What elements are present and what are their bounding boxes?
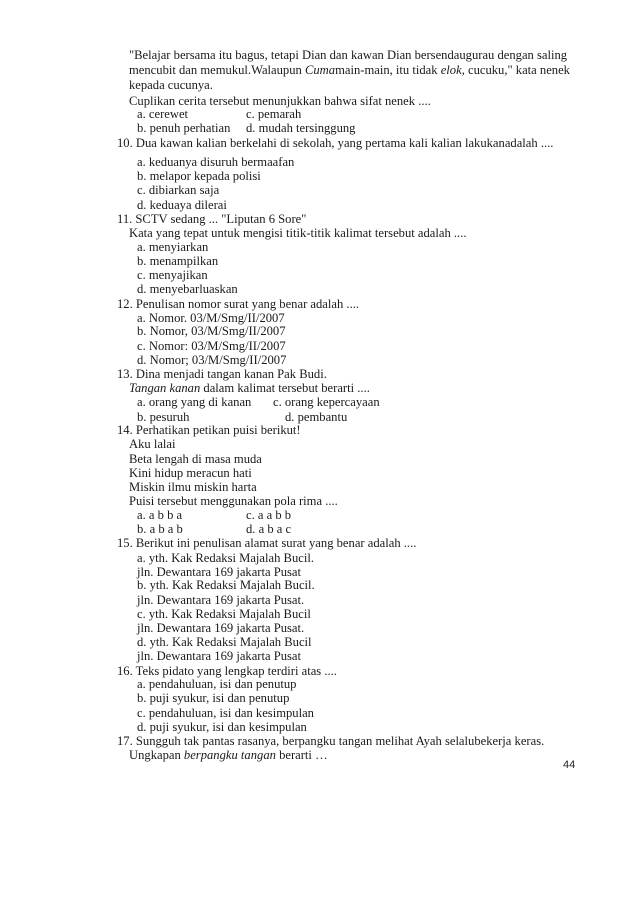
q11-option-d: d. menyebarluaskan <box>137 282 238 297</box>
q9-option-d: d. mudah tersinggung <box>246 121 356 136</box>
q11-option-b: b. menampilkan <box>137 253 219 268</box>
q14-poem-line-1: Aku lalai <box>129 437 176 452</box>
q14-option-c: c. a a b b <box>246 507 292 522</box>
q13-option-c: c. orang kepercayaan <box>273 395 380 409</box>
page-number: 44 <box>563 759 576 771</box>
q10-option-d: d. keduaya dilerai <box>137 197 227 212</box>
q14-option-a: a. a b b a <box>137 507 183 522</box>
q12-option-a: a. Nomor. 03/M/Smg/II/2007 <box>137 310 285 325</box>
q10-option-b: b. melapor kepada polisi <box>137 169 261 184</box>
q16-option-a: a. pendahuluan, isi dan penutup <box>137 677 297 692</box>
q17-sub: Ungkapan berpangku tangan berarti … <box>129 748 328 762</box>
q16-stem: 16. Teks pidato yang lengkap terdiri atas .... <box>117 663 337 678</box>
q12-option-b: b. Nomor, 03/M/Smg/II/2007 <box>137 324 286 339</box>
q16-option-d: d. puji syukur, isi dan kesimpulan <box>137 719 307 734</box>
q15-option-d: d. yth. Kak Redaksi Majalah Bucil <box>137 635 312 650</box>
q14-poem-line-2: Beta lengah di masa muda <box>129 451 262 466</box>
q10-option-c: c. dibiarkan saja <box>137 183 220 198</box>
q17-stem: 17. Sungguh tak pantas rasanya, berpangku tangan melihat Ayah selalubekerja keras. <box>117 734 545 749</box>
q15-option-a: a. yth. Kak Redaksi Majalah Bucil. <box>137 550 314 565</box>
q16-option-c: c. pendahuluan, isi dan kesimpulan <box>137 705 314 720</box>
q15-option-c: c. yth. Kak Redaksi Majalah Bucil <box>137 606 311 621</box>
q13-stem: 13. Dina menjadi tangan kanan Pak Budi. <box>117 366 327 381</box>
q14-poem-line-3: Kini hidup meracun hati <box>129 465 252 480</box>
q11-stem: 11. SCTV sedang ... "Liputan 6 Sore" <box>117 211 307 226</box>
q13-option-b: b. pesuruh <box>137 409 190 424</box>
q16-option-b: b. puji syukur, isi dan penutup <box>137 691 290 706</box>
q15-stem: 15. Berikut ini penulisan alamat surat yang benar adalah .... <box>117 536 417 551</box>
q11-sub: Kata yang tepat untuk mengisi titik-titik kalimat tersebut adalah .... <box>129 226 467 241</box>
q13-option-a: a. orang yang di kanan <box>137 395 252 409</box>
q9-option-a: a. cerewet <box>137 107 189 122</box>
q12-option-c: c. Nomor: 03/M/Smg/II/2007 <box>137 339 286 353</box>
q15-option-b-line-2: jln. Dewantara 169 jakarta Pusat. <box>137 593 305 607</box>
q9-option-c: c. pemarah <box>246 107 302 122</box>
q11-option-c: c. menyajikan <box>137 268 208 283</box>
q9-stem: Cuplikan cerita tersebut menunjukkan bahwa sifat nenek .... <box>129 93 431 108</box>
q14-sub: Puisi tersebut menggunakan pola rima .... <box>129 494 338 508</box>
q14-stem: 14. Perhatikan petikan puisi berikut! <box>117 423 301 438</box>
q15-option-b: b. yth. Kak Redaksi Majalah Bucil. <box>137 578 315 593</box>
q14-option-d: d. a b a c <box>246 522 292 537</box>
q9-text-line-1: "Belajar bersama itu bagus, tetapi Dian dan kawan Dian bersendaugurau dengan saling <box>129 48 568 62</box>
q9-text-line-2: mencubit dan memukul.Walaupun Cumamain-main, itu tidak elok, cucuku," kata nenek <box>129 62 570 77</box>
q15-option-a-line-2: jln. Dewantara 169 jakarta Pusat <box>137 564 302 579</box>
q15-option-c-line-2: jln. Dewantara 169 jakarta Pusat. <box>137 620 305 635</box>
q12-option-d: d. Nomor; 03/M/Smg/II/2007 <box>137 352 287 367</box>
q9-text-line-3: kepada cucunya. <box>129 78 213 93</box>
q10-stem: 10. Dua kawan kalian berkelahi di sekolah, yang pertama kali kalian lakukanadalah .... <box>117 135 554 150</box>
q11-option-a: a. menyiarkan <box>137 240 209 254</box>
q13-sub: Tangan kanan dalam kalimat tersebut berarti .... <box>129 381 370 396</box>
q14-option-b: b. a b a b <box>137 522 183 537</box>
q12-stem: 12. Penulisan nomor surat yang benar adalah .... <box>117 296 360 311</box>
q9-option-b: b. penuh perhatian <box>137 121 231 136</box>
q13-option-d: d. pembantu <box>285 409 348 424</box>
q14-poem-line-4: Miskin ilmu miskin harta <box>129 480 257 495</box>
q10-option-a: a. keduanya disuruh bermaafan <box>137 154 295 169</box>
q15-option-d-line-2: jln. Dewantara 169 jakarta Pusat <box>137 649 302 663</box>
